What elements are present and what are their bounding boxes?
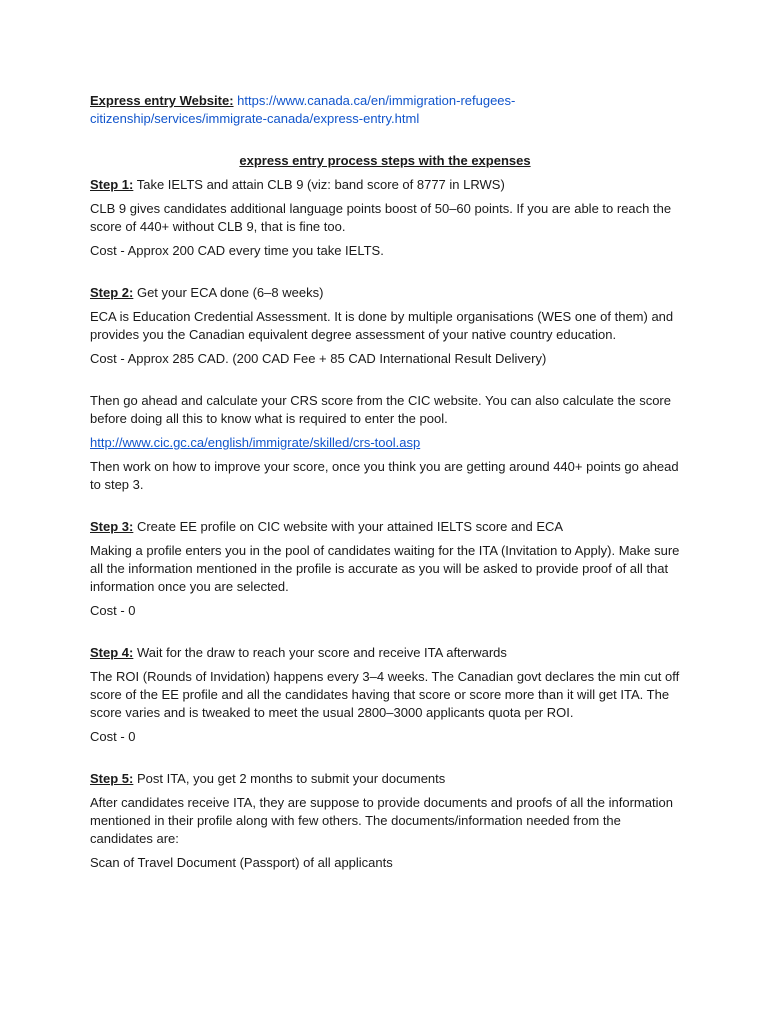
step-4-title: Wait for the draw to reach your score and receive ITA afterwards <box>136 645 507 660</box>
step-5-paragraph-1: After candidates receive ITA, they are suppose to provide documents and proofs of all the information mentioned in their profile along with few others. The documents/information needed from the candidates are: <box>90 795 673 846</box>
step-3-paragraph-1: Making a profile enters you in the pool of candidates waiting for the ITA (Invitation to Apply). Make sure all the information mentioned in the profile is accurate as you will be asked to provide proof of all that information once you are selected. <box>90 543 680 594</box>
spacer <box>90 626 680 644</box>
step-1-cost: Cost - Approx 200 CAD every time you take IELTS. <box>90 243 384 258</box>
crs-intro: Then go ahead and calculate your CRS score from the CIC website. You can also calculate the score before doing all this to know what is required to enter the pool. <box>90 393 671 426</box>
step-2-line <box>90 284 680 302</box>
spacer <box>90 500 680 518</box>
website-url-line2: citizenship/services/immigrate-canada/express-entry.html <box>90 111 420 126</box>
document-body <box>90 92 680 878</box>
website-url-line1: https://www.canada.ca/en/immigration-refugees- <box>237 93 516 108</box>
step-3-label: Step 3: <box>90 519 134 534</box>
step-4-paragraph-1: The ROI (Rounds of Invidation) happens every 3–4 weeks. The Canadian govt declares the min cut off score of the EE profile and all the candidates having that score or score more than it will get ITA. The score varies and is tweaked to meet the usual 2800–3000 applicants quota per ROI. <box>90 669 680 720</box>
step-5-line <box>90 770 680 788</box>
crs-followup: Then work on how to improve your score, once you think you are getting around 440+ points go ahead to step 3. <box>90 459 679 492</box>
step-5-paragraph-2: Scan of Travel Document (Passport) of all applicants <box>90 855 393 870</box>
step-3-line <box>90 518 680 536</box>
step-1-label: Step 1: <box>90 177 134 192</box>
spacer <box>90 266 680 284</box>
spacer <box>90 374 680 392</box>
step-3-title: Create EE profile on CIC website with your attained IELTS score and ECA <box>136 519 564 534</box>
step-5-title: Post ITA, you get 2 months to submit your documents <box>136 771 446 786</box>
step-1-title: Take IELTS and attain CLB 9 (viz: band score of 8777 in LRWS) <box>136 177 505 192</box>
crs-tool-link[interactable]: http://www.cic.gc.ca/english/immigrate/skilled/crs-tool.asp <box>90 435 421 450</box>
spacer <box>90 752 680 770</box>
website-paragraph <box>90 92 680 128</box>
step-5-label: Step 5: <box>90 771 134 786</box>
step-2-cost: Cost - Approx 285 CAD. (200 CAD Fee + 85 CAD International Result Delivery) <box>90 351 547 366</box>
step-2-title: Get your ECA done (6–8 weeks) <box>136 285 324 300</box>
website-label: Express entry Website: <box>90 93 234 108</box>
step-3-cost: Cost - 0 <box>90 603 136 618</box>
spacer <box>90 134 680 152</box>
step-2-label: Step 2: <box>90 285 134 300</box>
section-heading: express entry process steps with the expenses <box>239 153 531 168</box>
step-1-paragraph-1: CLB 9 gives candidates additional language points boost of 50–60 points. If you are able to reach the score of 440+ without CLB 9, that is fine too. <box>90 201 672 234</box>
step-4-label: Step 4: <box>90 645 134 660</box>
step-2-paragraph-1: ECA is Education Credential Assessment. It is done by multiple organisations (WES one of them) and provides you the Canadian equivalent degree assessment of your native country education. <box>90 309 674 342</box>
step-1-line <box>90 176 680 194</box>
step-4-cost: Cost - 0 <box>90 729 136 744</box>
step-4-line <box>90 644 680 662</box>
